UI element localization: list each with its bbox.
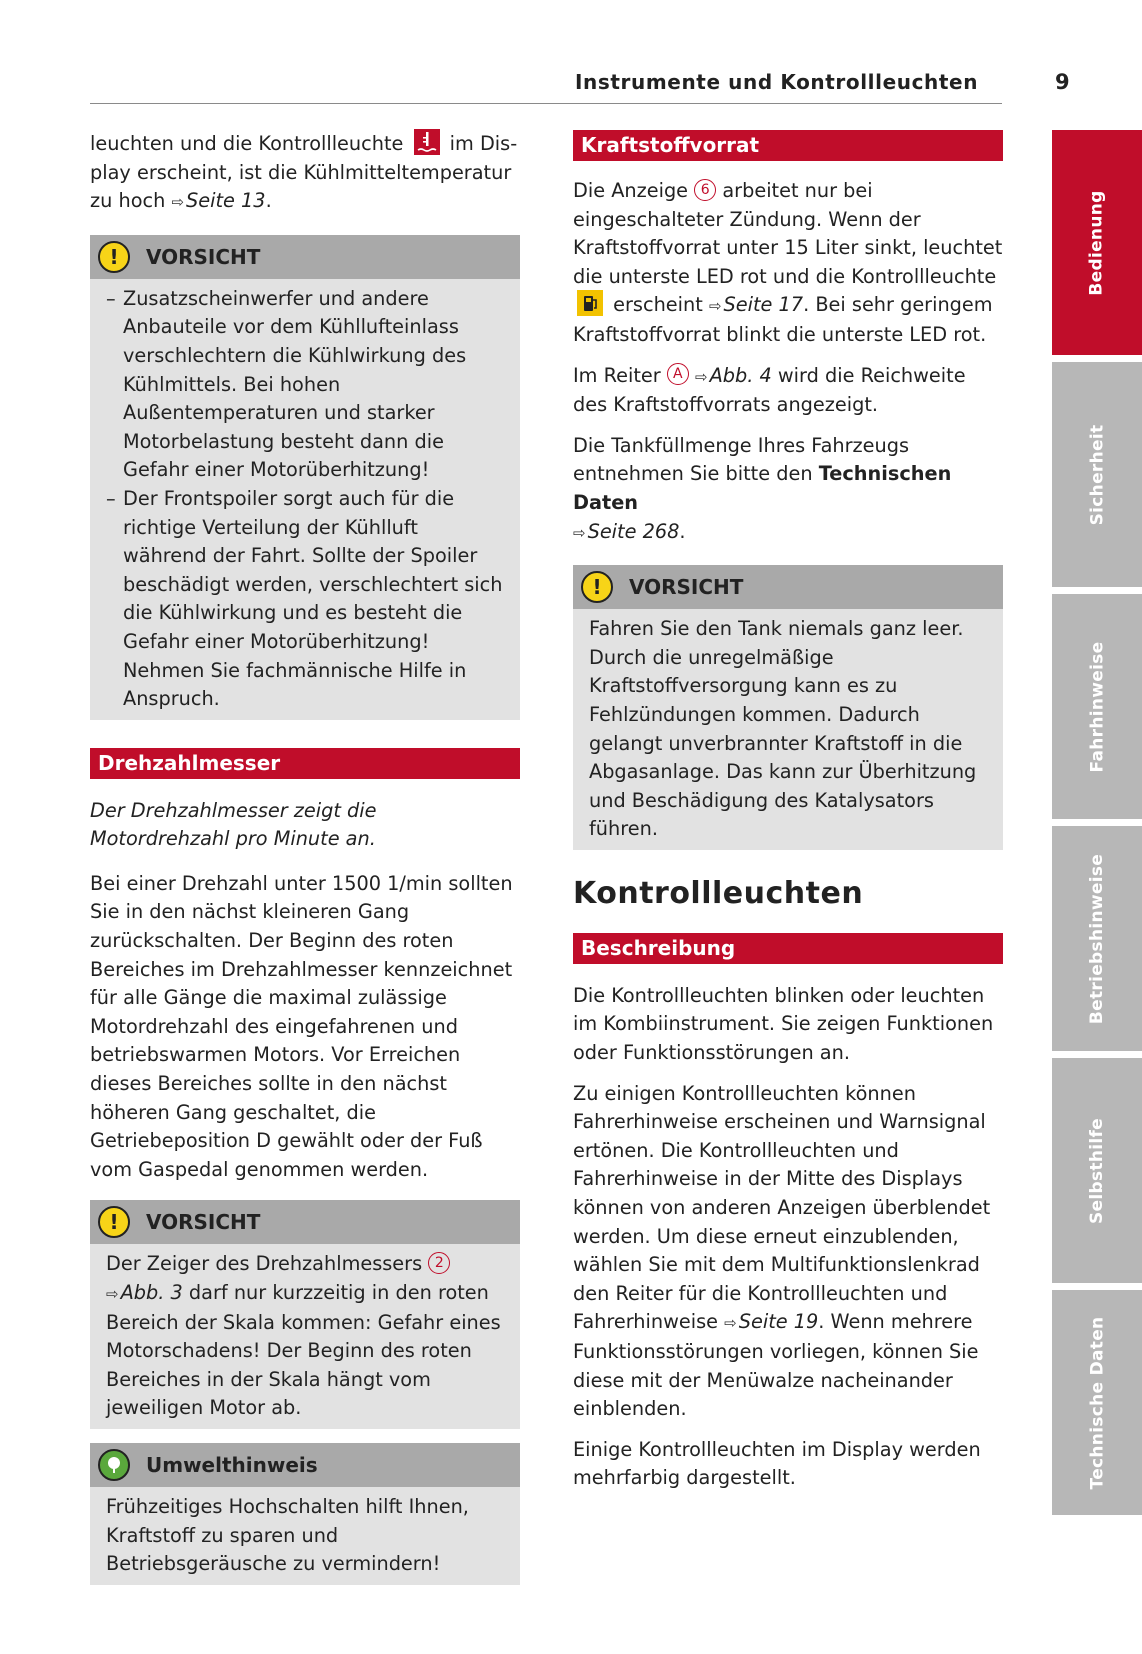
page-ref-arrow-icon: ⇨ — [724, 1314, 737, 1333]
warning-title: VORSICHT — [146, 244, 261, 269]
coolant-warning-lamp-icon — [414, 129, 440, 155]
warning-exclamation-icon: ! — [581, 571, 613, 603]
chapter-heading-kontrollleuchten: Kontrollleuchten — [573, 875, 864, 911]
warning-list-item: – Der Frontspoiler sorgt auch für die richtige Verteilung der Kühlluft während der Fahrt. Sollte der Spoiler beschädigt werden, verschlechtert sich die Kühlwirkung und es besteht die Gefahr einer Motorüberhitzung! Nehmen Sie fachmännische Hilfe in Anspruch. — [106, 486, 503, 711]
page-ref-link[interactable]: Seite 19 — [738, 1310, 819, 1334]
kontroll-paragraph-3: Einige Kontrollleuchten im Display werden mehrfarbig dargestellt. — [573, 1437, 981, 1490]
section-heading-kraftstoffvorrat: Kraftstoffvorrat — [573, 130, 1003, 161]
warning-box-header — [90, 235, 520, 279]
callout-marker: 6 — [694, 179, 716, 201]
warning-exclamation-icon: ! — [98, 241, 130, 273]
warning-box-body — [90, 279, 520, 720]
side-tab-technische-daten[interactable]: Technische Daten — [1052, 1290, 1142, 1515]
warning-box-body: Fahren Sie den Tank niemals ganz leer. Durch die unregelmäßige Kraftstoffversorgung kann es zu Fehlzündungen kommen. Dadurch gelangt unverbrannter Kraftstoff in die Abgasanlage. Das kann zur Überhitzung und Beschädigung des Katalysators führen. — [589, 617, 977, 841]
page-ref-link[interactable]: Seite 268 — [587, 519, 680, 543]
warning-list-item: – Zusatzscheinwerfer und andere Anbauteile vor dem Kühllufteinlass verschlechtern die Kühlwirkung des Kühlmittels. Bei hohen Außentemperaturen und starker Motorbelastung besteht dann die Gefahr einer Motorüberhitzung! — [106, 286, 467, 482]
warning-box-header — [573, 565, 1003, 609]
right-column — [573, 130, 1003, 1505]
warning-title: VORSICHT — [146, 1210, 261, 1235]
page-number: 9 — [1055, 70, 1070, 94]
warning-box-coolant — [90, 235, 520, 720]
side-tab-fahrhinweise[interactable]: Fahrhinweise — [1052, 594, 1142, 819]
figure-ref-link[interactable]: Abb. 4 — [709, 363, 772, 387]
kraftstoff-paragraph-2: Im Reiter A ⇨ Abb. 4 wird die Reichweite des Kraftstoffvorrats angezeigt. — [573, 363, 966, 417]
page-ref-arrow-icon: ⇨ — [171, 193, 185, 212]
kraftstoff-paragraph-3: Die Tankfüllmenge Ihres Fahrzeugs entnehmen Sie bitte den Technischen Daten ⇨ Seite 268. — [573, 433, 952, 543]
continued-paragraph: leuchten und die Kontrollleuchte im Dis- play erscheint, ist die Kühlmitteltemperatur zu hoch ⇨ Seite 13. — [90, 130, 520, 217]
kontroll-paragraph-1: Die Kontrollleuchten blinken oder leuchten im Kombiinstrument. Sie zeigen Funktionen oder Funktionsstörungen an. — [573, 983, 994, 1065]
running-header-title: Instrumente und Kontrollleuchten — [575, 70, 979, 94]
callout-marker: 2 — [428, 1252, 450, 1274]
figure-ref-arrow-icon: ⇨ — [106, 1285, 119, 1303]
warning-box-header — [90, 1200, 520, 1244]
page-ref-arrow-icon: ⇨ — [573, 523, 586, 542]
drehzahl-body: Bei einer Drehzahl unter 1500 1/min sollten Sie in den nächst kleineren Gang zurückschalten. Der Beginn des roten Bereiches im Drehzahlmesser kennzeichnet für alle Gänge die maximal zulässige Motordrehzahl des eingefahrenen und betriebswarmen Motors. Vor Erreichen dieses Bereiches sollte in den nächst höheren Gang geschaltet, die Getriebeposition D gewählt oder der Fuß vom Gaspedal genommen werden. — [90, 871, 513, 1181]
warning-box-body: Der Zeiger des Drehzahlmessers 2 ⇨ Abb. 3 darf nur kurzzeitig in den roten Bereich der Skala kommen: Gefahr eines Motorschadens! Der Beginn des roten Bereiches in der Skala hängt vom jeweiligen Motor ab. — [106, 1252, 501, 1420]
section-heading-beschreibung: Beschreibung — [573, 933, 1003, 964]
environment-note-body: Frühzeitiges Hochschalten hilft Ihnen, Kraftstoff zu sparen und Betriebsgeräusche zu vermindern! — [106, 1494, 469, 1576]
environment-note-title: Umwelthinweis — [146, 1452, 318, 1477]
header-divider — [90, 103, 1002, 104]
page-ref-link[interactable]: Seite 13 — [186, 189, 266, 213]
side-tab-selbsthilfe[interactable]: Selbsthilfe — [1052, 1058, 1142, 1283]
callout-marker: A — [667, 363, 689, 385]
side-tab-betriebshinweise[interactable]: Betriebshinweise — [1052, 826, 1142, 1051]
warning-box-fuel — [573, 565, 1003, 850]
page-ref-arrow-icon: ⇨ — [708, 297, 722, 316]
warning-title: VORSICHT — [629, 575, 744, 600]
warning-exclamation-icon: ! — [98, 1206, 130, 1238]
figure-ref-arrow-icon: ⇨ — [694, 367, 708, 386]
environment-note-header — [90, 1443, 520, 1487]
environment-tree-icon — [98, 1449, 130, 1481]
drehzahl-intro: Der Drehzahlmesser zeigt die Motordrehzahl pro Minute an. — [90, 798, 377, 851]
left-column — [90, 130, 520, 1599]
kontroll-paragraph-2: Zu einigen Kontrollleuchten können Fahrerhinweise erscheinen und Warnsignal ertönen. Die Kontrollleuchten und Fahrerhinweise in der Mitte des Displays können von anderen Anzeigen überblendet werden. Um diese erneut einzublenden, wählen Sie mit dem Multifunktionslenkrad den Reiter für die Kontrollleuchten und Fahrerhinweise ⇨ Seite 19. Wenn mehrere Funktionsstörungen vorliegen, können Sie diese mit der Menüwalze nacheinander einblenden. — [573, 1081, 991, 1421]
warning-box-tachometer — [90, 1200, 520, 1429]
side-tab-bedienung[interactable]: Bedienung — [1052, 130, 1142, 355]
environment-note-box — [90, 1443, 520, 1585]
side-tab-sicherheit[interactable]: Sicherheit — [1052, 362, 1142, 587]
section-heading-drehzahlmesser: Drehzahlmesser — [90, 748, 520, 779]
figure-ref-link[interactable]: Abb. 3 — [120, 1281, 183, 1304]
fuel-warning-lamp-icon — [577, 290, 603, 316]
page-ref-link[interactable]: Seite 17 — [723, 293, 804, 317]
kraftstoff-paragraph-1: Die Anzeige 6 arbeitet nur bei eingeschalteter Zündung. Wenn der Kraftstoffvorrat unter 15 Liter sinkt, leuchtet die unterste LED rot und die Kontrollleuchte erscheint ⇨ Seite 17. Bei sehr geringem Kraftstoffvorrat blinkt die unterste LED rot. — [573, 179, 1003, 346]
